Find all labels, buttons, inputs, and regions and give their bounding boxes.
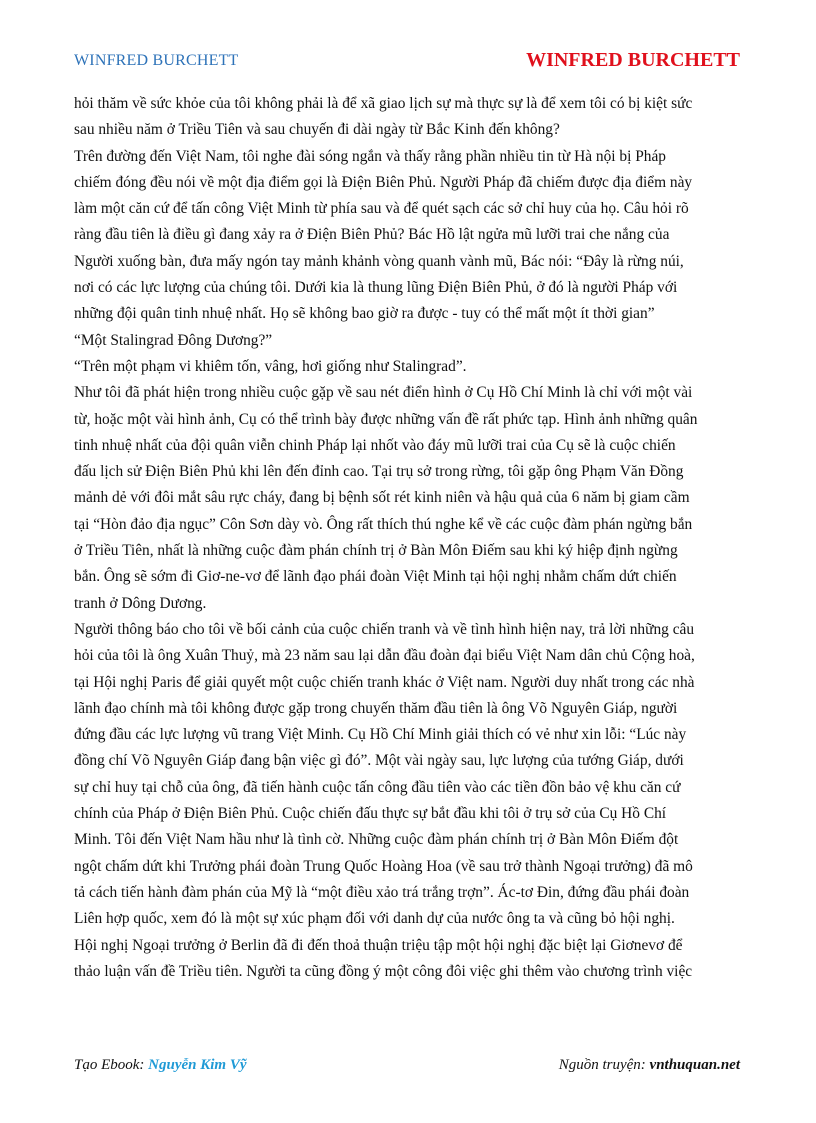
body-line: làm một căn cứ để tấn công Việt Minh từ phía sau và để quét sạch các sở chỉ huy của họ. Câu hỏi rõ <box>74 200 689 218</box>
body-line: nơi có các lực lượng của chúng tôi. Dưới kia là thung lũng Điện Biên Phủ, ở đó là người Pháp với <box>74 279 678 297</box>
body-line: tả cách tiến hành đàm phán của Mỹ là “một điều xảo trá trắng trợn”. Ác-tơ Đin, đứng đầu phái đoàn <box>74 883 690 901</box>
body-line: thảo luận vấn đề Triều tiên. Người ta cũng đồng ý một công đôi việc ghi thêm vào chương trình việc <box>74 962 693 980</box>
body-line: Người thông báo cho tôi về bối cảnh của cuộc chiến tranh và về tình hình hiện nay, trả lời những câu <box>74 620 695 638</box>
footer-ebook-credit <box>74 1057 247 1074</box>
body-line: Như tôi đã phát hiện trong nhiều cuộc gặp về sau nét điển hình ở Cụ Hồ Chí Minh là chỉ với một vài <box>74 384 693 402</box>
body-line: mảnh dẻ với đôi mắt sâu rực cháy, đang bị bệnh sốt rét kinh niên và hậu quả của 6 năm bị giam cầm <box>74 489 690 507</box>
body-line: tại Hội nghị Paris để giải quyết một cuộc chiến tranh khác ở Việt nam. Người duy nhất trong các nhà <box>74 673 695 691</box>
footer-ebook-author: Nguyễn Kim Vỹ <box>148 1057 247 1073</box>
body-line: Liên hợp quốc, xem đó là một sự xúc phạm đối với danh dự của nước ông ta và cũng bỏ hội nghị. <box>74 910 675 928</box>
body-line: đồng chí Võ Nguyên Giáp đang bận việc gì đó”. Một vài ngày sau, lực lượng của tướng Giáp, dưới <box>74 752 684 770</box>
body-line: Hội nghị Ngoại trưởng ở Berlin đã đi đến thoả thuận triệu tập một hội nghị đặc biệt lại Giơnevơ để <box>74 936 683 954</box>
footer-source-site: vnthuquan.net <box>649 1057 740 1073</box>
body-line: ở Triều Tiên, nhất là những cuộc đàm phán chính trị ở Bàn Môn Điếm sau khi ký hiệp định ngừng <box>74 542 678 560</box>
body-line: sau nhiều năm ở Triều Tiên và sau chuyến đi dài ngày từ Bắc Kinh đến không? <box>74 121 560 139</box>
body-line: đấu lịch sử Điện Biên Phủ khi lên đến đỉnh cao. Tại trụ sở trong rừng, tôi gặp ông Phạm Văn Đồng <box>74 463 684 481</box>
body-line: những đội quân tinh nhuệ nhất. Họ sẽ không bao giờ ra được - tuy có thể mất một ít thời gian” <box>74 305 655 323</box>
body-line: chiếm đóng đều nói về một địa điểm gọi là Điện Biên Phủ. Người Pháp đã chiếm được địa điểm này <box>74 173 693 191</box>
body-line: lãnh đạo chính mà tôi không được gặp trong chuyến thăm đầu tiên là ông Võ Nguyên Giáp, người <box>74 699 678 717</box>
body-line: hỏi của tôi là ông Xuân Thuỷ, mà 23 năm sau lại dẫn đầu đoàn đại biểu Việt Nam dân chủ Cộng hoà, <box>74 647 695 665</box>
body-line: từ, hoặc một vài hình ảnh, Cụ có thể trình bày được những vấn đề rất phức tạp. Hình ảnh những quân <box>74 410 698 428</box>
body-line: Minh. Tôi đến Việt Nam hầu như là tình cờ. Những cuộc đàm phán chính trị ở Bàn Môn Điếm đột <box>74 831 679 849</box>
footer-ebook-sep: : <box>139 1057 149 1073</box>
body-line: “Một Stalingrad Đông Dương?” <box>74 331 273 349</box>
body-line: tranh ở Dông Dương. <box>74 594 207 612</box>
footer-source-credit <box>559 1057 740 1074</box>
header-right-title: WINFRED BURCHETT <box>526 49 740 71</box>
footer-source-label: Nguồn truyện <box>558 1057 641 1073</box>
body-line: chính của Pháp ở Điện Biên Phủ. Cuộc chiến đấu thực sự bắt đầu khi tôi ở trụ sở của Cụ Hồ Chí <box>74 805 667 823</box>
body-line: đứng đầu các lực lượng vũ trang Việt Minh. Cụ Hồ Chí Minh giải thích có vẻ như xin lỗi: “Lúc này <box>74 726 687 744</box>
footer-ebook-label: Tạo Ebook <box>74 1057 140 1073</box>
body-line: Người xuống bàn, đưa mấy ngón tay mảnh khảnh vòng quanh vành mũ, Bác nói: “Đây là rừng núi, <box>74 252 684 270</box>
footer-source-sep: : <box>640 1057 650 1073</box>
body-line: tại “Hòn đảo địa ngục” Côn Sơn dày vò. Ông rất thích thú nghe kể về các cuộc đàm phán ngừng bắn <box>74 515 693 533</box>
body-line: ràng đầu tiên là điều gì đang xảy ra ở Điện Biên Phủ? Bác Hồ lật ngửa mũ lưỡi trai che nắng của <box>74 226 670 244</box>
document-body <box>74 91 746 985</box>
body-line: Trên đường đến Việt Nam, tôi nghe đài sóng ngắn và thấy rằng phần nhiều tin từ Hà nội bị Pháp <box>74 147 666 165</box>
body-line: bắn. Ông sẽ sớm đi Giơ-ne-vơ để lãnh đạo phái đoàn Việt Minh tại hội nghị nhằm chấm dứt chiến <box>74 568 677 586</box>
body-line: ngột chấm dứt khi Trưởng phái đoàn Trung Quốc Hoàng Hoa (về sau trở thành Ngoại trưởng) đã mô <box>74 857 693 875</box>
body-line: hỏi thăm về sức khỏe của tôi không phải là để xã giao lịch sự mà thực sự là để xem tôi có bị kiệt sức <box>74 95 693 112</box>
body-line: “Trên một phạm vi khiêm tốn, vâng, hơi giống như Stalingrad”. <box>74 357 467 375</box>
header-left-title: WINFRED BURCHETT <box>74 52 239 69</box>
body-line: sự chỉ huy tại chỗ của ông, đã tiến hành cuộc tấn công đầu tiên vào các tiền đồn bảo vệ khu căn cứ <box>74 778 681 796</box>
body-line: tinh nhuệ nhất của đội quân viễn chinh Pháp lại nhốt vào đáy mũ lưỡi trai của Cụ sẽ là cuộc chiến <box>74 436 676 454</box>
